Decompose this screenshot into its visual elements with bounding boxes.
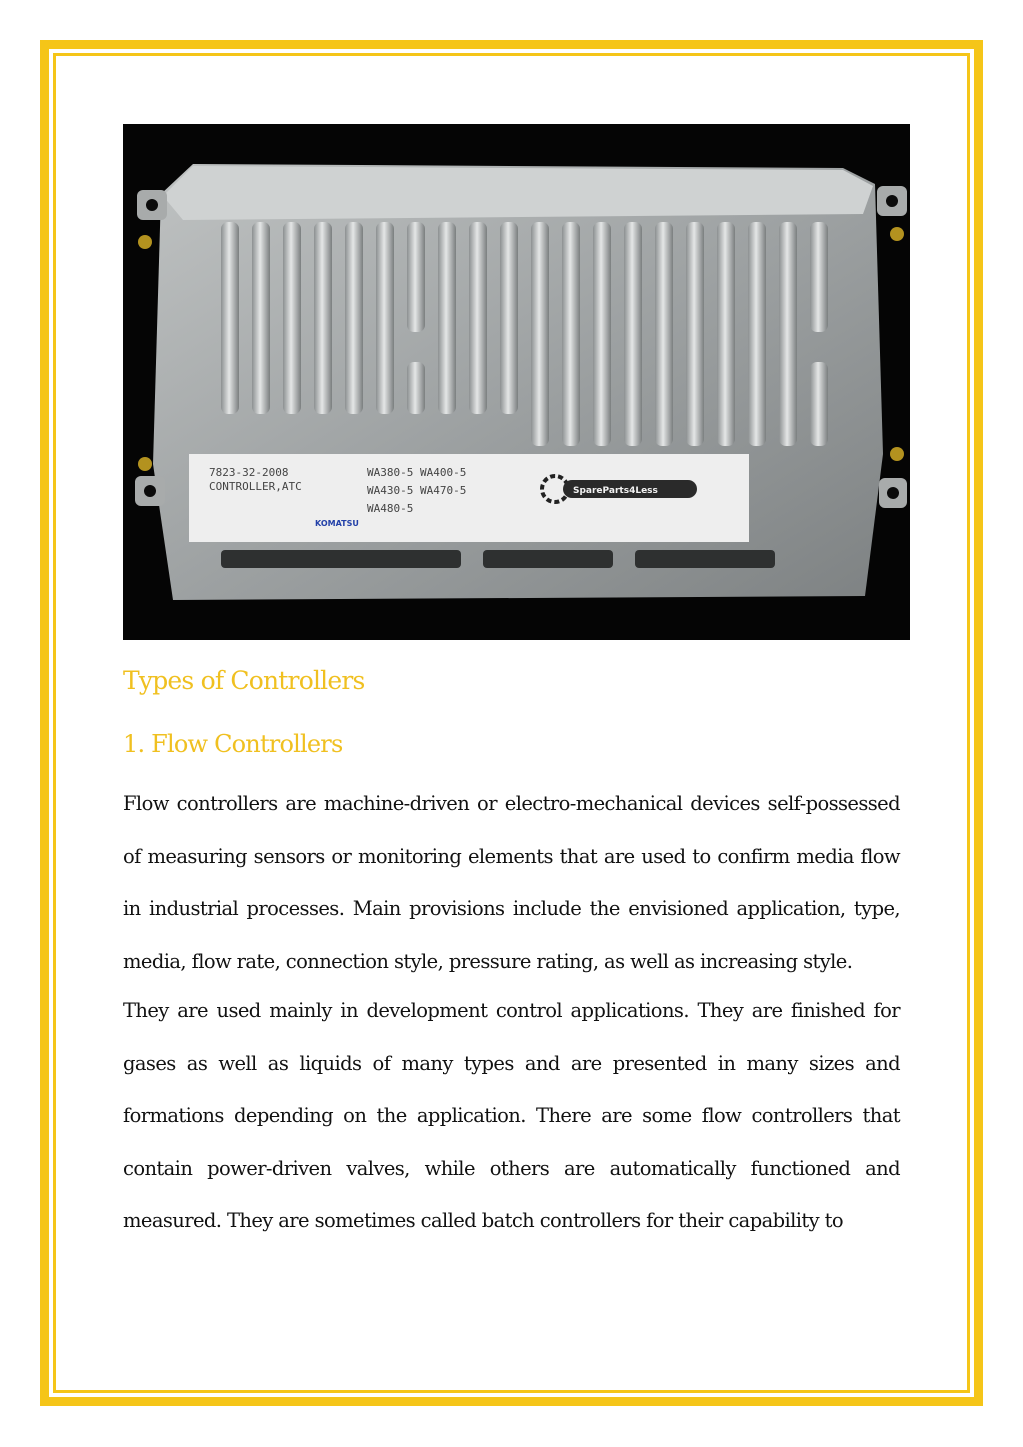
heatsink-fin [345, 222, 363, 414]
heatsink-fin [314, 222, 332, 414]
heatsink-fin [810, 222, 828, 332]
paragraph-flow-controllers-intro: Flow controllers are machine-driven or electro-mechanical devices self-possessed of measuring sensors or monitoring elements that are used to confirm media flow in industrial processes. Main provisions include the envisioned application, type, media, flow rate, connection style, pressure rating, as well as increasing style. [123, 792, 900, 973]
controller-photo [123, 124, 910, 640]
heatsink-fin [407, 222, 425, 332]
mounting-ear-right-bottom [879, 478, 907, 508]
heatsink-fin [779, 222, 797, 446]
section-heading: Types of Controllers [123, 666, 365, 695]
svg-text:CONTROLLER,ATC: CONTROLLER,ATC [209, 480, 302, 493]
heatsink-fin [283, 222, 301, 414]
paragraph-flow-controllers-usage: They are used mainly in development control applications. They are finished for gases as well as liquids of many types and are presented in many sizes and formations depending on the application. There are some flow controllers that contain power-driven valves, while others are automatically functioned and measured. They are sometimes called batch controllers for their capability to [123, 999, 900, 1233]
svg-text:WA380-5 WA400-5: WA380-5 WA400-5 [367, 466, 467, 479]
heatsink-fin [562, 222, 580, 446]
mounting-ear-left-top [137, 190, 167, 220]
heatsink-fin [655, 222, 673, 446]
heatsink-fin [686, 222, 704, 446]
heatsink-fin [531, 222, 549, 446]
svg-text:SpareParts4Less: SpareParts4Less [573, 486, 658, 496]
svg-text:7823-32-2008: 7823-32-2008 [209, 466, 289, 479]
subsection-heading: 1. Flow Controllers [123, 730, 343, 758]
heatsink-fin [593, 222, 611, 446]
heatsink-fin [624, 222, 642, 446]
heatsink-fin [717, 222, 735, 446]
mounting-ear-left-bottom [135, 476, 165, 506]
heatsink-fin [748, 222, 766, 446]
mounting-ear-right-top [877, 186, 907, 216]
heatsink-fin [252, 222, 270, 414]
svg-text:WA430-5 WA470-5: WA430-5 WA470-5 [367, 484, 467, 497]
heatsink-fin [500, 222, 518, 414]
heatsink-fin [376, 222, 394, 414]
svg-text:WA480-5: WA480-5 [367, 502, 414, 515]
heatsink-fin [221, 222, 239, 414]
heatsink-fin [407, 362, 425, 414]
heatsink-fin [469, 222, 487, 414]
heatsink-fin [438, 222, 456, 414]
svg-text:KOMATSU: KOMATSU [315, 519, 359, 528]
heatsink-fin [810, 362, 828, 446]
